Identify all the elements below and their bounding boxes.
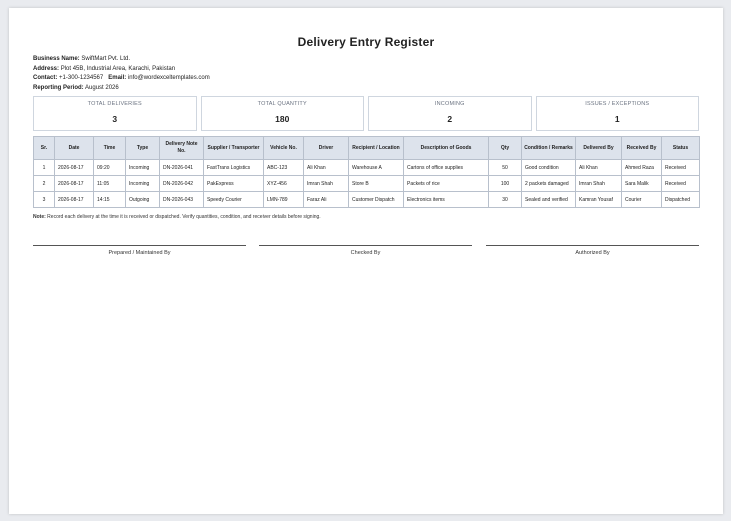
col-type: Type [126,137,160,160]
table-row: 3 2026-08-17 14:15 Outgoing DN-2026-043 Speedy Courier LMN-789 Faraz Ali Customer Dispatch Electronics items 30 Sealed and verified Kamran Yousaf Courier Dispatched [34,192,700,208]
signature-authorized: Authorized By [486,245,699,256]
col-condition: Condition / Remarks [522,137,576,160]
col-time: Time [94,137,126,160]
col-delivered-by: Delivered By [576,137,622,160]
note-text: Record each delivery at the time it is received or dispatched. Verify quantities, condition, and receiver details before signing. [47,214,321,220]
col-description: Description of Goods [404,137,489,160]
col-supplier: Supplier / Transporter [204,137,264,160]
col-date: Date [55,137,94,160]
summary-card-total-deliveries: TOTAL DELIVERIES 3 [33,96,197,131]
contact-line: Contact: +1-300-1234567 Email: info@wordexceltemplates.com [33,75,210,81]
address: Plot 45B, Industrial Area, Karachi, Pakistan [60,65,176,72]
register-sheet [9,8,723,514]
col-delivery-note: Delivery Note No. [160,137,204,160]
business-name: SwiftMart Pvt. Ltd. [81,56,131,62]
note: Note: Record each delivery at the time it is received or dispatched. Verify quantities, condition, and receiver details before signing. [33,214,321,220]
email: info@wordexceltemplates.com [127,75,210,81]
col-qty: Qty [489,137,522,160]
col-recipient: Recipient / Location [349,137,404,160]
col-received-by: Received By [622,137,662,160]
signature-prepared: Prepared / Maintained By [33,245,246,256]
phone: +1-300-1234567 [59,75,104,81]
address-line: Address: Plot 45B, Industrial Area, Karachi, Pakistan [33,65,176,72]
reporting-period: August 2026 [85,84,119,91]
col-status: Status [662,137,700,160]
table-row: 1 2026-08-17 09:20 Incoming DN-2026-041 FastTrans Logistics ABC-123 Ali Khan Warehouse A Cartons of office supplies 50 Good condition Ali Khan Ahmed Raza Received [34,160,700,176]
table-row: 2 2026-08-17 11:05 Incoming DN-2026-042 PakExpress XYZ-456 Imran Shah Store B Packets of rice 100 2 packets damaged Imran Shah Sara Malik Received [34,176,700,192]
col-sr: Sr. [34,137,55,160]
summary-card-total-quantity: TOTAL QUANTITY 180 [201,96,365,131]
business-name-line: Business Name: SwiftMart Pvt. Ltd. [33,56,131,62]
signature-checked: Checked By [259,245,472,256]
col-driver: Driver [304,137,349,160]
page-title: Delivery Entry Register [297,35,435,49]
summary-card-incoming: INCOMING 2 [368,96,532,131]
table-header-row [34,137,700,160]
summary-cards [33,96,699,131]
col-vehicle: Vehicle No. [264,137,304,160]
business-info [33,55,210,93]
summary-card-issues: ISSUES / EXCEPTIONS 1 [536,96,700,131]
delivery-table [33,136,700,208]
period-line: Reporting Period: August 2026 [33,84,119,91]
